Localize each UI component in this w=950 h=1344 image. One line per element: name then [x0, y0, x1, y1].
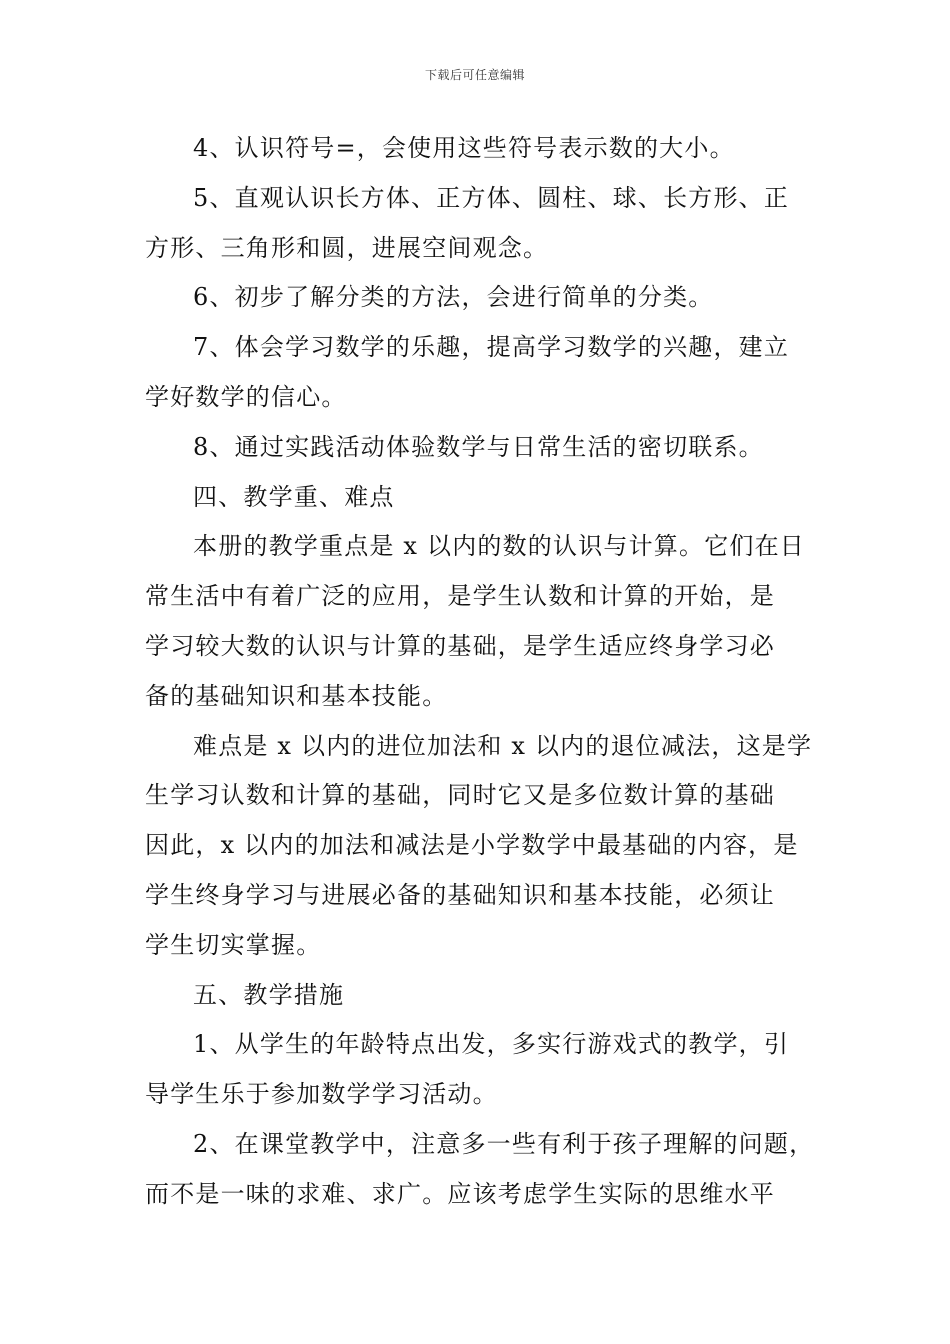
text-line: 备的基础知识和基本技能。: [145, 681, 448, 710]
section-heading: 五、教学措施: [193, 980, 345, 1009]
text-line: 学好数学的信心。: [145, 382, 347, 411]
text-line: 2、在课堂教学中，注意多一些有利于孩子理解的问题，: [193, 1129, 815, 1158]
text-line: 学习较大数的认识与计算的基础，是学生适应终身学习必: [145, 631, 775, 660]
document-body: [145, 124, 830, 1220]
page-header: 下载后可任意编辑: [424, 68, 525, 82]
section-heading: 四、教学重、难点: [193, 482, 395, 511]
text-line: 生学习认数和计算的基础，同时它又是多位数计算的基础: [145, 781, 775, 810]
text-line: 难点是 x 以内的进位加法和 x 以内的退位减法，这是学: [193, 731, 813, 760]
text-line: 方形、三角形和圆，进展空间观念。: [145, 233, 549, 262]
text-line: 5、直观认识长方体、正方体、圆柱、球、长方形、正: [193, 183, 790, 212]
text-line: 7、体会学习数学的乐趣，提高学习数学的兴趣，建立: [193, 333, 790, 362]
text-line: 导学生乐于参加数学学习活动。: [145, 1080, 498, 1109]
text-line: 4、认识符号=，会使用这些符号表示数的大小。: [193, 134, 735, 162]
text-line: 因此，x 以内的加法和减法是小学数学中最基础的内容，是: [145, 831, 799, 860]
text-line: 学生终身学习与进展必备的基础知识和基本技能，必须让: [145, 880, 775, 909]
text-line: 1、从学生的年龄特点出发，多实行游戏式的教学，引: [193, 1030, 790, 1059]
text-line: 本册的教学重点是 x 以内的数的认识与计算。它们在日: [193, 532, 805, 561]
text-line: 8、通过实践活动体验数学与日常生活的密切联系。: [193, 432, 764, 461]
text-line: 常生活中有着广泛的应用，是学生认数和计算的开始，是: [145, 582, 775, 611]
text-line: 而不是一味的求难、求广。应该考虑学生实际的思维水平: [145, 1179, 775, 1208]
text-line: 6、初步了解分类的方法，会进行简单的分类。: [193, 283, 714, 312]
text-line: 学生切实掌握。: [145, 930, 322, 959]
